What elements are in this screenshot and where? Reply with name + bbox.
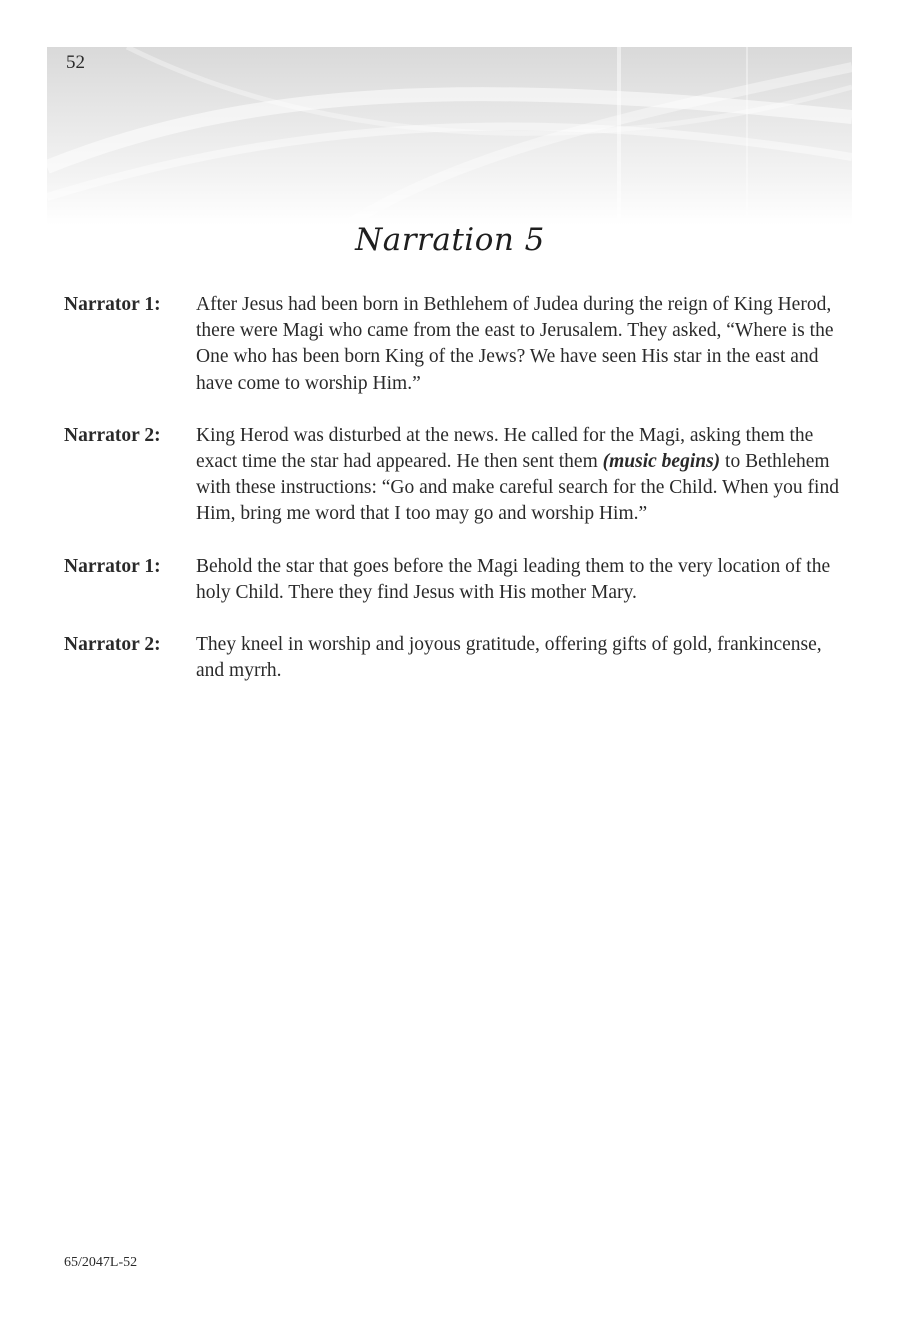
speech-text-part: King Herod was disturbed at the news. He called for the Magi, asking them the exact time the star had appeared. He then sent them — [196, 424, 814, 473]
stage-direction: (music begins) — [602, 451, 721, 473]
speech-text: Behold the star that goes before the Magi leading them to the very location of the holy Child. There they find Jesus with His mother Mary. — [196, 555, 831, 603]
script-entry — [64, 423, 844, 528]
speaker-label: Narrator 1: — [64, 555, 161, 577]
page-number: 52 — [66, 52, 85, 73]
narration-script — [64, 292, 844, 710]
speech-text-part: to Bethlehem with these instructions: “Go and make careful search for the Child. When you find Him, bring me word that I too may go and worship Him.” — [196, 451, 839, 525]
script-entry — [64, 292, 844, 397]
speaker-label: Narrator 2: — [64, 634, 161, 656]
script-entry — [64, 554, 844, 606]
speaker-label: Narrator 2: — [64, 424, 161, 446]
speech-text: After Jesus had been born in Bethlehem of Judea during the reign of King Herod, there were Magi who came from the east to Jerusalem. They asked, “Where is the One who has been born King of the Jews? We have seen His star in the east and have come to worship Him.” — [196, 294, 834, 394]
swirl-decoration — [47, 47, 852, 225]
script-entry — [64, 632, 844, 684]
speech-text: They kneel in worship and joyous gratitude, offering gifts of gold, frankincense, and myrrh. — [196, 634, 822, 682]
header-decoration — [47, 47, 852, 225]
footer-code: 65/2047L-52 — [64, 1255, 138, 1270]
speech-text — [196, 423, 844, 528]
speaker-label: Narrator 1: — [64, 294, 161, 315]
page-title: Narration 5 — [355, 222, 545, 258]
